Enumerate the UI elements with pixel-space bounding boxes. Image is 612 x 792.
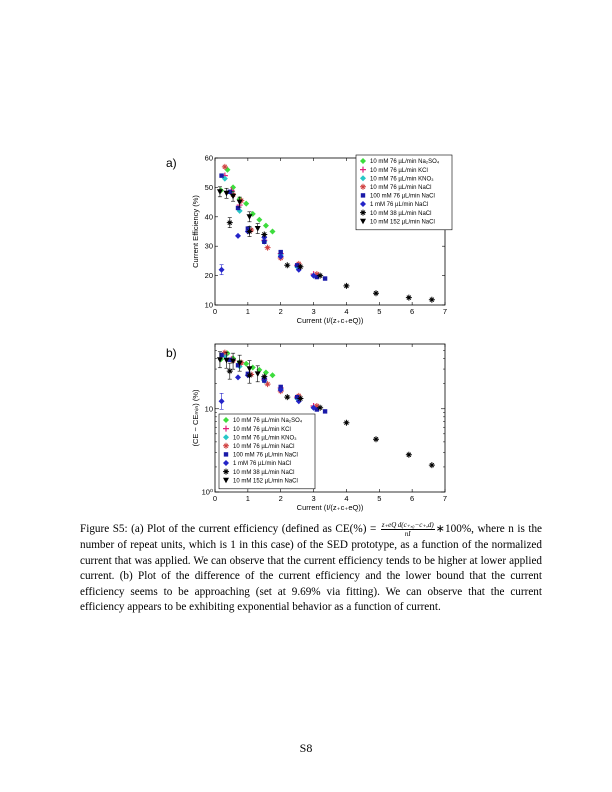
data-point [219, 173, 223, 177]
x-tick-label: 4 [344, 494, 349, 503]
legend-entry: 100 mM 76 µL/min NaCl [233, 452, 298, 459]
legend-entry: 10 mM 76 µL/min KCl [370, 167, 428, 174]
legend-entry: 10 mM 76 µL/min NaCl [370, 185, 432, 191]
chart-a [0, 150, 612, 350]
legend-entry: 10 mM 76 µL/min KNO₃ [233, 435, 297, 442]
x-tick-label: 4 [344, 307, 349, 316]
data-point [235, 233, 241, 239]
caption-lead: Figure S5: (a) Plot of the current efficiency (defined as CE(%) = [80, 523, 377, 536]
data-point [323, 276, 327, 280]
chart-b [0, 340, 612, 520]
x-tick-label: 2 [278, 494, 283, 503]
legend-entry: 100 mM 76 µL/min NaCl [370, 193, 435, 200]
legend-entry: 10 mM 76 µL/min Na₂SO₄ [233, 418, 303, 425]
data-point [219, 398, 225, 404]
data-point [406, 452, 412, 458]
legend-entry: 10 mM 76 µL/min NaCl [233, 444, 295, 450]
data-point [406, 295, 412, 301]
data-point [235, 374, 241, 380]
data-point [373, 436, 379, 442]
ce-formula-fraction [381, 521, 435, 538]
y-tick-label: 50 [204, 182, 213, 192]
y-axis-label: (CE − CEₘᵢₙ) (%) [191, 389, 200, 447]
x-tick-label: 0 [212, 307, 218, 316]
legend-marker [224, 452, 228, 456]
x-tick-label: 7 [442, 307, 448, 316]
legend-entry: 10 mM 152 µL/min NaCl [370, 219, 435, 226]
data-point [247, 214, 253, 220]
legend-entry: 1 mM 76 µL/min NaCl [233, 461, 292, 468]
data-point [263, 223, 269, 229]
data-point [429, 297, 435, 303]
data-point [265, 245, 271, 251]
y-tick-label: 20 [204, 271, 213, 281]
data-point [255, 226, 261, 232]
caption-rest: ∗100%, where n is the number of repeat units, which is 1 in this case) of the SED prototype, as a function of the normalized current that was applied. We can observe that the current efficiency tends to be higher at lower applied current. (b) Plot of the difference of the current efficiency and the lower bound that the current efficiency seems to be approaching (set at 9.69% via fitting). We can observe that the current efficiency appears to be exhibiting exponential behavior as a function of current. [80, 523, 543, 614]
ce-formula-numerator: z₊eQ d(c₊,₀−c₊,d) [381, 521, 434, 529]
y-tick-label: 10 [204, 404, 213, 414]
legend-entry: 10 mM 76 µL/min Na₂SO₄ [370, 159, 440, 166]
data-point [429, 462, 435, 468]
legend-entry: 1 mM 76 µL/min NaCl [370, 202, 429, 209]
x-tick-label: 3 [311, 307, 316, 316]
x-tick-label: 6 [410, 494, 415, 503]
data-point [270, 229, 276, 235]
data-point [270, 372, 276, 378]
data-point [323, 409, 327, 413]
data-point [373, 290, 379, 296]
data-point [255, 371, 261, 377]
x-tick-label: 3 [311, 494, 316, 503]
y-tick-label: 10 [204, 300, 213, 310]
data-point [343, 283, 349, 289]
x-tick-label: 2 [278, 307, 283, 316]
data-point [243, 201, 249, 207]
data-point [343, 420, 349, 426]
data-point [256, 217, 262, 223]
data-point [227, 220, 233, 226]
legend-entry: 10 mM 38 µL/min NaCl [233, 469, 295, 476]
y-axis-label: Current Efficiency (%) [191, 195, 200, 268]
legend-entry: 10 mM 76 µL/min KCl [233, 426, 291, 433]
x-axis-label: Current (I/(z₊c₊eQ)) [296, 503, 364, 512]
data-point [243, 361, 249, 367]
data-point [284, 394, 290, 400]
panel-a-label: a) [166, 156, 177, 170]
legend-marker [361, 193, 365, 197]
x-tick-label: 7 [442, 494, 448, 503]
y-tick-label: 10⁰ [201, 487, 213, 497]
data-point [284, 262, 290, 268]
data-point [219, 267, 225, 273]
x-tick-label: 1 [245, 494, 250, 503]
ce-formula-denominator: nI [404, 530, 411, 538]
y-tick-label: 60 [204, 153, 213, 163]
y-tick-label: 40 [204, 212, 213, 222]
x-axis-label: Current (I/(z₊c₊eQ)) [296, 316, 364, 325]
x-tick-label: 5 [377, 307, 382, 316]
legend-entry: 10 mM 152 µL/min NaCl [233, 478, 298, 485]
y-tick-label: 30 [204, 241, 213, 251]
legend-entry: 10 mM 38 µL/min NaCl [370, 210, 432, 217]
page-number: S8 [299, 741, 313, 755]
x-tick-label: 6 [410, 307, 415, 316]
x-tick-label: 1 [245, 307, 250, 316]
panel-b-label: b) [166, 346, 177, 360]
x-tick-label: 5 [377, 494, 382, 503]
figure-caption [80, 521, 542, 616]
legend-entry: 10 mM 76 µL/min KNO₃ [370, 176, 434, 183]
x-tick-label: 0 [212, 494, 218, 503]
